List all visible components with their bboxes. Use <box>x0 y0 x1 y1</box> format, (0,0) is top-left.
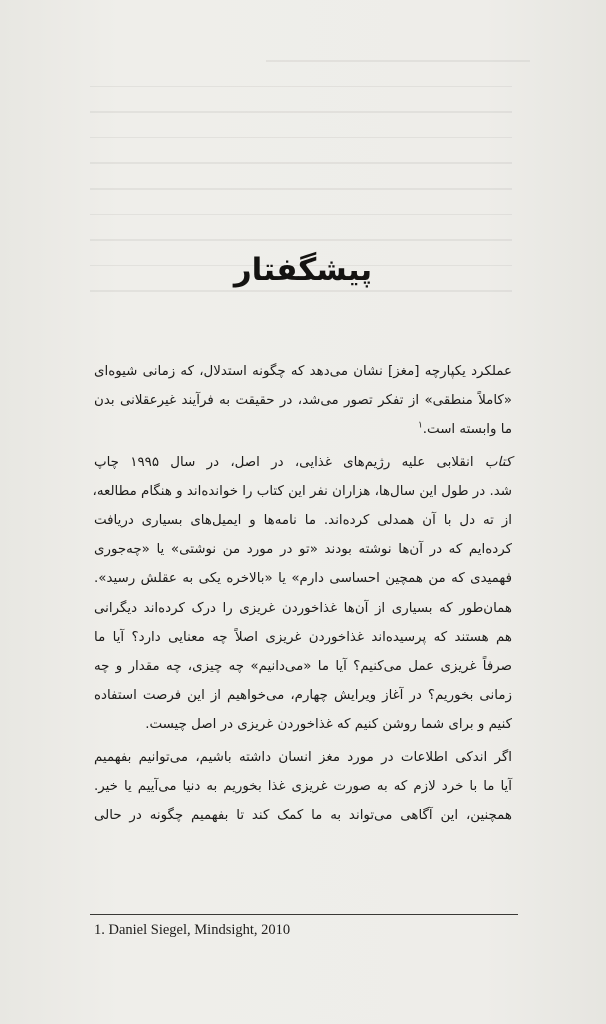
text-line <box>94 415 512 444</box>
text-line: کنیم و برای شما روشن کنیم که غذاخوردن غریزی در اصل چیست. <box>145 717 512 733</box>
text-line-content: ما وابسته است. <box>422 422 512 438</box>
text-line: زمانی بخوریم؟ در آغاز ویرایش چهارم، می‌خواهیم از این فرصت استفاده <box>94 688 512 704</box>
text-line: از ته دل با آن همدلی کرده‌اند. ما نامه‌ها و ایمیل‌های بسیاری دریافت <box>94 513 512 529</box>
paragraph-2 <box>94 448 512 740</box>
text-line-content: انقلابی علیه رژیم‌های غذایی، در اصل، در سال ۱۹۹۵ چاپ <box>94 454 474 470</box>
text-line: هم هستند که پرسیده‌اند غذاخوردن غریزی اصلاً چه معنایی دارد؟ آیا ما <box>94 629 512 645</box>
footnote: 1. Daniel Siegel, Mindsight, 2010 <box>94 922 291 938</box>
text-line <box>94 448 512 477</box>
text-line: کرده‌ایم که در آن‌ها نوشته بودند «تو در مورد من نوشتی» یا «چه‌جوری <box>94 542 512 558</box>
text-line: عملکرد یکپارچه [مغز] نشان می‌دهد که چگونه استدلال، که زمانی شیوه‌ای <box>94 364 512 379</box>
text-line: «کاملاً منطقی» از تفکر تصور می‌شد، در حقیقت به فرآیند غیرعقلانی بدن <box>94 393 512 409</box>
text-line: صرفاً غریزی عمل می‌کنیم؟ آیا ما «می‌دانیم» چه چیزی، چه مقدار و چه <box>94 659 512 675</box>
text-line: آیا ما با خرد لازم که به صورت غریزی غذا بخوریم به دنیا می‌آییم یا خیر. <box>94 778 512 794</box>
text-line: شد. در طول این سال‌ها، هزاران نفر این کتاب را خوانده‌اند و هنگام مطالعه، <box>92 483 512 499</box>
text-line: همان‌طور که بسیاری از آن‌ها غذاخوردن غریزی را درک کرده‌اند دیگرانی <box>94 600 512 616</box>
body-text <box>94 357 512 833</box>
book-title-word: کتاب <box>473 454 512 470</box>
text-line: فهمیدی که من همچین احساسی دارم» یا «بالاخره یکی به عقلش رسید». <box>94 571 512 587</box>
paragraph-1 <box>94 357 512 445</box>
chapter-heading: پیشگفتار <box>233 252 373 288</box>
footnote-marker: ۱ <box>417 420 423 431</box>
paragraph-3 <box>94 743 512 831</box>
text-line: همچنین، این آگاهی می‌تواند به ما کمک کند تا بفهمیم چگونه در حالی <box>94 808 512 824</box>
show-through-text <box>90 60 530 370</box>
footnote-divider <box>90 914 518 915</box>
text-line: اگر اندکی اطلاعات در مورد مغز انسان داشته باشیم، می‌توانیم بفهمیم <box>94 749 512 765</box>
